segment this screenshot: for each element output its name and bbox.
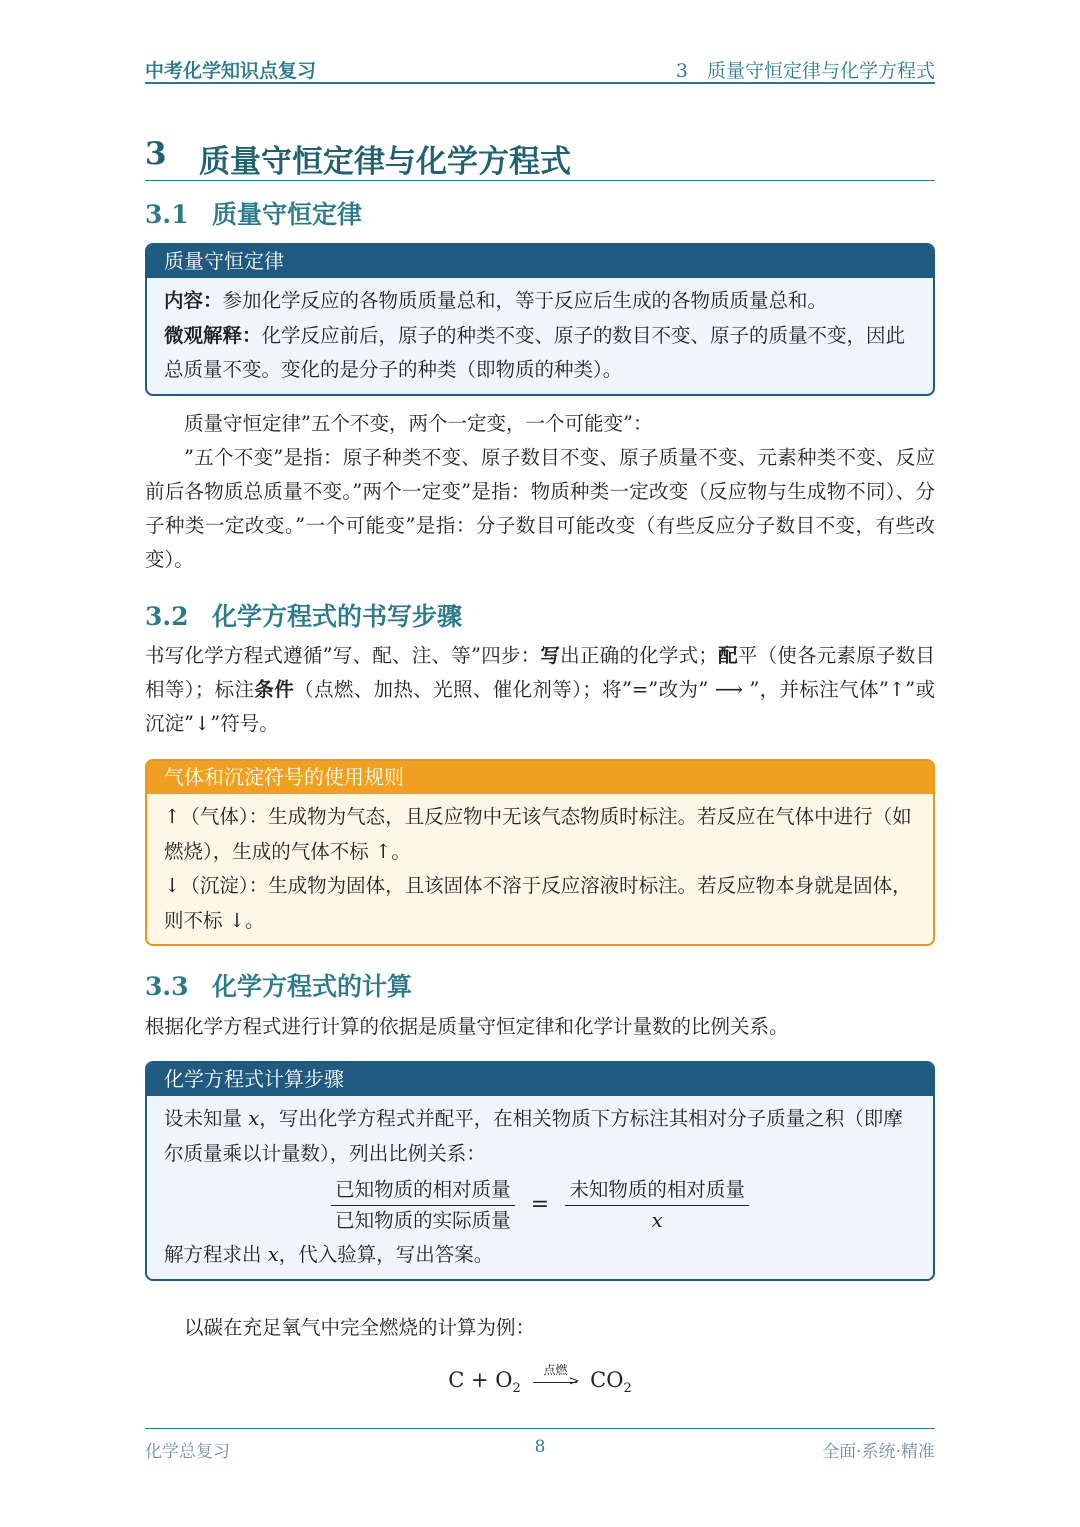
precipitate-rule: ↓（沉淀）：生成物为固体，且该固体不溶于反应溶液时标注。若反应物本身就是固体，则不标 ↓。 xyxy=(164,874,912,932)
chapter-title: 质量守恒定律与化学方程式 xyxy=(199,144,571,180)
text-run: 设未知量 xyxy=(164,1107,249,1130)
section-number: 3.1 xyxy=(145,200,189,229)
denominator: x xyxy=(651,1209,663,1232)
subscript: 2 xyxy=(512,1381,521,1397)
numerator: 未知物质的相对质量 xyxy=(565,1175,749,1206)
subscript: 2 xyxy=(623,1381,632,1397)
paragraph: 根据化学方程式进行计算的依据是质量守恒定律和化学计量数的比例关系。 xyxy=(145,1015,789,1038)
keyword: 条件 xyxy=(254,678,295,701)
header-left: 中考化学知识点复习 xyxy=(145,60,317,82)
step-text xyxy=(164,1238,916,1273)
text-run: 书写化学方程式遵循”写、配、注、等”四步： xyxy=(145,644,541,667)
micro-text: 化学反应前后，原子的种类不变、原子的数目不变、原子的质量不变，因此总质量不变。变化的是分子的种类（即物质的种类）。 xyxy=(164,323,906,381)
mass-conservation-box xyxy=(145,243,935,396)
content-line xyxy=(164,284,916,319)
variable-x: x xyxy=(248,1107,260,1130)
text-run: ，写出化学方程式并配平，在相关物质下方标注其相对分子质量之积（即摩尔质量乘以计量数），列出比例关系： xyxy=(164,1107,903,1165)
micro-line xyxy=(164,319,916,388)
box-body xyxy=(147,278,933,394)
section-3-2-heading xyxy=(145,597,462,633)
paragraph: ”五个不变”是指：原子种类不变、原子数目不变、原子质量不变、元素种类不变、反应前后各物质总质量不变。”两个一定变”是指：物质种类一定改变（反应物与生成物不同）、分子种类一定改变。”一个可能变”是指：分子数目可能改变（有些反应分子数目不变，有些改变）。 xyxy=(145,446,935,571)
text-run: （点燃、加热、光照、催化剂等）；将”=”改为” ⟶ ”，并标注气体”↑”或沉淀”↓”符号。 xyxy=(145,678,935,735)
symbol-rules-box xyxy=(145,759,935,946)
section-number: 3.3 xyxy=(145,972,189,1001)
micro-label: 微观解释： xyxy=(164,323,262,347)
box-title: 气体和沉淀符号的使用规则 xyxy=(147,761,933,794)
paragraph: 以碳在充足氧气中完全燃烧的计算为例： xyxy=(184,1316,536,1339)
reactants: C + O xyxy=(448,1368,513,1392)
variable-x: x xyxy=(267,1243,279,1266)
paragraph: 质量守恒定律”五个不变，两个一定变，一个可能变”： xyxy=(184,412,653,435)
footer-right: 全面·系统·精准 xyxy=(822,1442,935,1462)
page-number: 8 xyxy=(534,1437,546,1457)
box-title: 化学方程式计算步骤 xyxy=(147,1063,933,1096)
content-text: 参加化学反应的各物质质量总和，等于反应后生成的各物质质量总和。 xyxy=(222,289,828,312)
numerator: 已知物质的相对质量 xyxy=(331,1175,515,1206)
keyword: 配 xyxy=(717,644,738,667)
fraction-unknown xyxy=(565,1175,749,1236)
section-number: 3.2 xyxy=(145,602,189,631)
reaction-arrow xyxy=(533,1362,580,1389)
header-right: 3 质量守恒定律与化学方程式 xyxy=(675,60,935,82)
fraction-known xyxy=(331,1175,515,1236)
step-text xyxy=(164,1102,916,1171)
section-3-1-heading xyxy=(145,195,362,231)
text-run: ，代入验算，写出答案。 xyxy=(278,1243,494,1266)
chapter-number: 3 xyxy=(145,136,167,172)
box-body xyxy=(147,1096,933,1279)
reaction-condition: 点燃 xyxy=(543,1362,568,1377)
footer-left: 化学总复习 xyxy=(145,1442,230,1462)
text-run: 解方程求出 xyxy=(164,1243,268,1266)
ratio-formula xyxy=(164,1175,916,1236)
box-body xyxy=(147,794,933,944)
arrow-head-icon: > xyxy=(568,1373,580,1389)
denominator: 已知物质的实际质量 xyxy=(335,1209,511,1232)
section-3-3-heading xyxy=(145,967,412,1003)
calculation-steps-box xyxy=(145,1061,935,1281)
section-title: 化学方程式的书写步骤 xyxy=(212,602,463,631)
product: CO xyxy=(590,1368,624,1392)
text-run: 出正确的化学式； xyxy=(560,644,718,667)
paragraph xyxy=(145,639,935,741)
box-title: 质量守恒定律 xyxy=(147,245,933,278)
section-title: 化学方程式的计算 xyxy=(212,972,413,1001)
page-footer xyxy=(145,1428,935,1465)
page-header xyxy=(145,54,935,84)
chapter-heading xyxy=(145,132,935,181)
section-title: 质量守恒定律 xyxy=(212,200,363,229)
equals-sign: = xyxy=(530,1192,550,1218)
chemical-equation xyxy=(0,1362,1080,1397)
keyword: 写 xyxy=(540,644,561,667)
gas-rule: ↑（气体）：生成物为气态，且反应物中无该气态物质时标注。若反应在气体中进行（如燃烧），生成的气体不标 ↑。 xyxy=(164,805,912,863)
content-label: 内容： xyxy=(164,289,223,312)
text-run: 平（使各元素原子数目相等）；标注 xyxy=(145,644,935,701)
